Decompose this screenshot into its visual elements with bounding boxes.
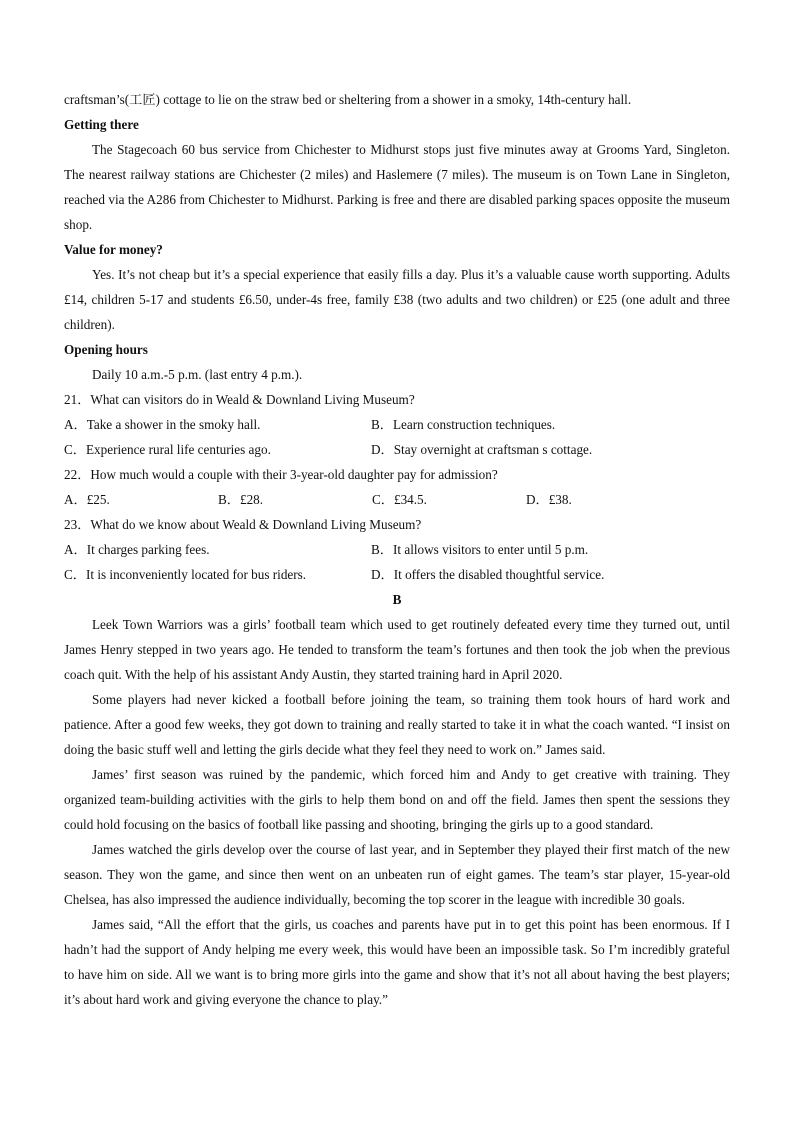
passage-b-paragraph: James’ first season was ruined by the pandemic, which forced him and Andy to get creative with training. They organized team-building activities with the girls to help them bond on and off the field. James then spent the sessions they could hold focusing on the basics of football like passing and shooting, bringing the girls up to a good standard. [64, 767, 730, 832]
heading-opening-hours: Opening hours [64, 342, 148, 357]
option-22-b: B．£28. [218, 492, 264, 507]
passage-b-paragraph: Leek Town Warriors was a girls’ football team which used to get routinely defeated every time they turned out, until James Henry stepped in two years ago. He tended to transform the team’s fortunes and then took the job when the previous coach quit. With the help of his assistant Andy Austin, they started training hard in April 2020. [64, 617, 730, 682]
option-21-c: C．Experience rural life centuries ago. [64, 442, 271, 457]
option-21-b: B．Learn construction techniques. [371, 417, 556, 432]
question-22: 22．How much would a couple with their 3-year-old daughter pay for admission? [64, 467, 498, 482]
option-21-a: A．Take a shower in the smoky hall. [64, 417, 261, 432]
option-23-c: C．It is inconveniently located for bus riders. [64, 567, 307, 582]
passage-a-continuation: craftsman’s(工匠) cottage to lie on the straw bed or sheltering from a shower in a smoky, 14th-century hall. [64, 92, 632, 107]
option-23-a: A．It charges parking fees. [64, 542, 210, 557]
value-text: Yes. It’s not cheap but it’s a special experience that easily fills a day. Plus it’s a valuable cause worth supporting. Adults £14, children 5-17 and students £6.50, under-4s free, family £38 (two adults and two children) or £25 (one adult and three children). [64, 267, 730, 332]
question-21-options [64, 412, 730, 462]
question-21: 21．What can visitors do in Weald & Downland Living Museum? [64, 392, 415, 407]
passage-b-paragraph: James said, “All the effort that the girls, us coaches and parents have put in to get this point has been enormous. If I hadn’t had the support of Andy helping me every week, this would have been an impossible task. So I’m incredibly grateful to have him on side. All we want is to bring more girls into the game and show that it’s not all about having the best players; it’s about hard work and giving everyone the chance to play.” [64, 917, 730, 1007]
option-22-d: D．£38. [526, 492, 572, 507]
question-23: 23．What do we know about Weald & Downland Living Museum? [64, 517, 422, 532]
passage-b-paragraph: James watched the girls develop over the course of last year, and in September they played their first match of the new season. They won the game, and since then went on an unbeaten run of eight games. The team’s star player, 15-year-old Chelsea, has also impressed the audience individually, becoming the top scorer in the league with incredible 30 goals. [64, 842, 730, 907]
heading-getting-there: Getting there [64, 117, 139, 132]
option-22-a: A．£25. [64, 492, 110, 507]
opening-hours-text: Daily 10 a.m.-5 p.m. (last entry 4 p.m.). [92, 367, 303, 382]
option-22-c: C．£34.5. [372, 492, 427, 507]
heading-value-for-money: Value for money? [64, 242, 163, 257]
option-21-d: D．Stay overnight at craftsman s cottage. [371, 442, 593, 457]
section-b-label: B [392, 592, 402, 607]
option-23-d: D．It offers the disabled thoughtful service. [371, 567, 605, 582]
question-22-options [64, 487, 730, 512]
passage-b-paragraph: Some players had never kicked a football before joining the team, so training them took hours of hard work and patience. After a good few weeks, they got down to training and really started to take it in what the coach wanted. “I insist on doing the basic stuff well and letting the girls decide what they feel they need to work on.” James said. [64, 692, 730, 757]
getting-there-text: The Stagecoach 60 bus service from Chichester to Midhurst stops just five minutes away at Grooms Yard, Singleton. The nearest railway stations are Chichester (2 miles) and Haslemere (7 miles). The museum is on Town Lane in Singleton, reached via the A286 from Chichester to Midhurst. Parking is free and there are disabled parking spaces opposite the museum shop. [64, 142, 730, 232]
option-23-b: B．It allows visitors to enter until 5 p.m. [371, 542, 589, 557]
question-23-options [64, 537, 730, 587]
